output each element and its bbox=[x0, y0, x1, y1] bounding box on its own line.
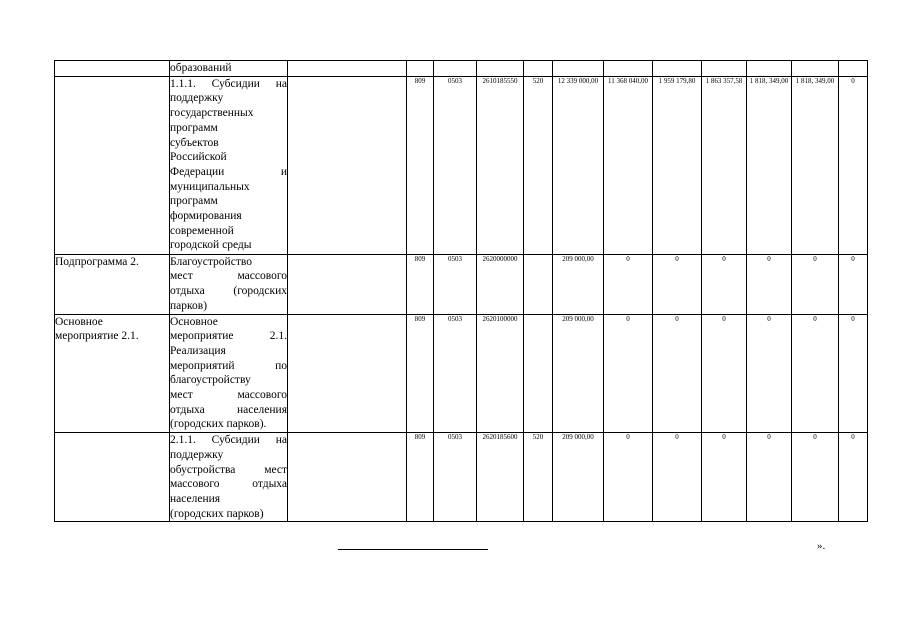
text-line: субъектов bbox=[170, 136, 219, 149]
text-line: благоустройству bbox=[170, 374, 251, 387]
table-row bbox=[55, 314, 868, 433]
status-cell: Подпрограмма 2. bbox=[55, 254, 170, 314]
text-line: 2.1.1. Субсидии на bbox=[170, 434, 287, 447]
section-code-cell bbox=[434, 61, 477, 77]
closing-quote: ». bbox=[817, 540, 826, 552]
text-line: обустройства мест bbox=[170, 463, 287, 476]
text-line: муниципальных bbox=[170, 180, 250, 193]
status-cell bbox=[55, 76, 170, 254]
status-cell bbox=[55, 61, 170, 77]
program-name-cell bbox=[170, 61, 288, 77]
amount-year-5-cell: 1 818, 349,00 bbox=[747, 76, 792, 254]
table-row bbox=[55, 254, 868, 314]
target-article-code-cell: 2620185600 bbox=[477, 433, 524, 522]
grbs-code-cell: 809 bbox=[407, 76, 434, 254]
program-name-cell bbox=[170, 76, 288, 254]
status-cell bbox=[55, 433, 170, 522]
expense-type-code-cell bbox=[524, 61, 553, 77]
amount-year-7-cell: 0 bbox=[839, 433, 868, 522]
text-line: мест массового bbox=[170, 389, 287, 402]
expense-type-code-cell: 520 bbox=[524, 433, 553, 522]
amount-year-1-cell: 209 000,00 bbox=[553, 433, 604, 522]
target-article-code-cell: 2620000000 bbox=[477, 254, 524, 314]
expense-type-code-cell bbox=[524, 254, 553, 314]
text-line: поддержку bbox=[170, 448, 224, 461]
text-line: мероприятие 2.1. bbox=[170, 330, 287, 343]
section-code-cell: 0503 bbox=[434, 76, 477, 254]
text-line: отдыха (городских bbox=[170, 285, 287, 298]
section-code-cell: 0503 bbox=[434, 254, 477, 314]
amount-year-1-cell: 209 000,00 bbox=[553, 254, 604, 314]
grbs-code-cell: 809 bbox=[407, 254, 434, 314]
text-line: Основное bbox=[170, 315, 218, 328]
amount-year-7-cell: 0 bbox=[839, 254, 868, 314]
amount-year-2-cell: 0 bbox=[604, 314, 653, 433]
amount-year-2-cell: 0 bbox=[604, 433, 653, 522]
target-article-code-cell: 2610185550 bbox=[477, 76, 524, 254]
amount-year-4-cell: 0 bbox=[702, 254, 747, 314]
amount-year-5-cell: 0 bbox=[747, 254, 792, 314]
section-code-cell: 0503 bbox=[434, 433, 477, 522]
text-line: мероприятий по bbox=[170, 359, 287, 372]
amount-year-1-cell bbox=[553, 61, 604, 77]
executor-cell bbox=[288, 433, 407, 522]
amount-year-6-cell bbox=[792, 61, 839, 77]
executor-cell bbox=[288, 314, 407, 433]
executor-cell bbox=[288, 254, 407, 314]
text-line: (городских парков) bbox=[170, 507, 264, 520]
amount-year-6-cell: 0 bbox=[792, 254, 839, 314]
amount-year-7-cell: 0 bbox=[839, 314, 868, 433]
text-line: Российской bbox=[170, 151, 227, 164]
amount-year-6-cell: 1 818, 349,00 bbox=[792, 76, 839, 254]
text-line: массового отдыха bbox=[170, 478, 287, 491]
amount-year-7-cell bbox=[839, 61, 868, 77]
text-line: образований bbox=[170, 62, 232, 74]
text-line: (городских парков). bbox=[170, 418, 267, 431]
amount-year-3-cell: 0 bbox=[653, 314, 702, 433]
status-cell: Основное мероприятие 2.1. bbox=[55, 314, 170, 433]
amount-year-2-cell: 0 bbox=[604, 254, 653, 314]
budget-table bbox=[54, 60, 868, 522]
amount-year-6-cell: 0 bbox=[792, 314, 839, 433]
table-row bbox=[55, 76, 868, 254]
text-line: Федерации и bbox=[170, 165, 287, 178]
text-line: поддержку bbox=[170, 92, 224, 105]
grbs-code-cell bbox=[407, 61, 434, 77]
amount-year-2-cell: 11 368 040,00 bbox=[604, 76, 653, 254]
text-line: Благоустройство bbox=[170, 255, 252, 268]
program-name-cell bbox=[170, 254, 288, 314]
text-line: населения bbox=[170, 492, 221, 505]
executor-cell bbox=[288, 61, 407, 77]
amount-year-1-cell: 209 000,00 bbox=[553, 314, 604, 433]
expense-type-code-cell bbox=[524, 314, 553, 433]
text-line: программ bbox=[170, 195, 218, 208]
text-line: парков) bbox=[170, 299, 208, 312]
program-name-cell bbox=[170, 433, 288, 522]
text-line: мест массового bbox=[170, 270, 287, 283]
amount-year-1-cell: 12 339 000,00 bbox=[553, 76, 604, 254]
text-line: городской среды bbox=[170, 239, 252, 252]
grbs-code-cell: 809 bbox=[407, 433, 434, 522]
text-line: государственных bbox=[170, 107, 254, 120]
amount-year-4-cell bbox=[702, 61, 747, 77]
amount-year-5-cell bbox=[747, 61, 792, 77]
table-row bbox=[55, 433, 868, 522]
expense-type-code-cell: 520 bbox=[524, 76, 553, 254]
amount-year-5-cell: 0 bbox=[747, 433, 792, 522]
amount-year-2-cell bbox=[604, 61, 653, 77]
amount-year-5-cell: 0 bbox=[747, 314, 792, 433]
amount-year-4-cell: 0 bbox=[702, 433, 747, 522]
text-line: 1.1.1. Субсидии на bbox=[170, 77, 287, 90]
section-code-cell: 0503 bbox=[434, 314, 477, 433]
amount-year-4-cell: 1 863 357,58 bbox=[702, 76, 747, 254]
target-article-code-cell bbox=[477, 61, 524, 77]
text-line: формирования bbox=[170, 210, 242, 223]
program-name-cell bbox=[170, 314, 288, 433]
amount-year-3-cell: 0 bbox=[653, 254, 702, 314]
amount-year-6-cell: 0 bbox=[792, 433, 839, 522]
table-row bbox=[55, 61, 868, 77]
amount-year-4-cell: 0 bbox=[702, 314, 747, 433]
signature-line bbox=[338, 549, 488, 550]
amount-year-7-cell: 0 bbox=[839, 76, 868, 254]
text-line: отдыха населения bbox=[170, 403, 287, 416]
text-line: современной bbox=[170, 224, 234, 237]
grbs-code-cell: 809 bbox=[407, 314, 434, 433]
amount-year-3-cell: 0 bbox=[653, 433, 702, 522]
executor-cell bbox=[288, 76, 407, 254]
target-article-code-cell: 2620100000 bbox=[477, 314, 524, 433]
text-line: Реализация bbox=[170, 344, 226, 357]
amount-year-3-cell: 1 959 179,80 bbox=[653, 76, 702, 254]
amount-year-3-cell bbox=[653, 61, 702, 77]
text-line: программ bbox=[170, 121, 218, 134]
